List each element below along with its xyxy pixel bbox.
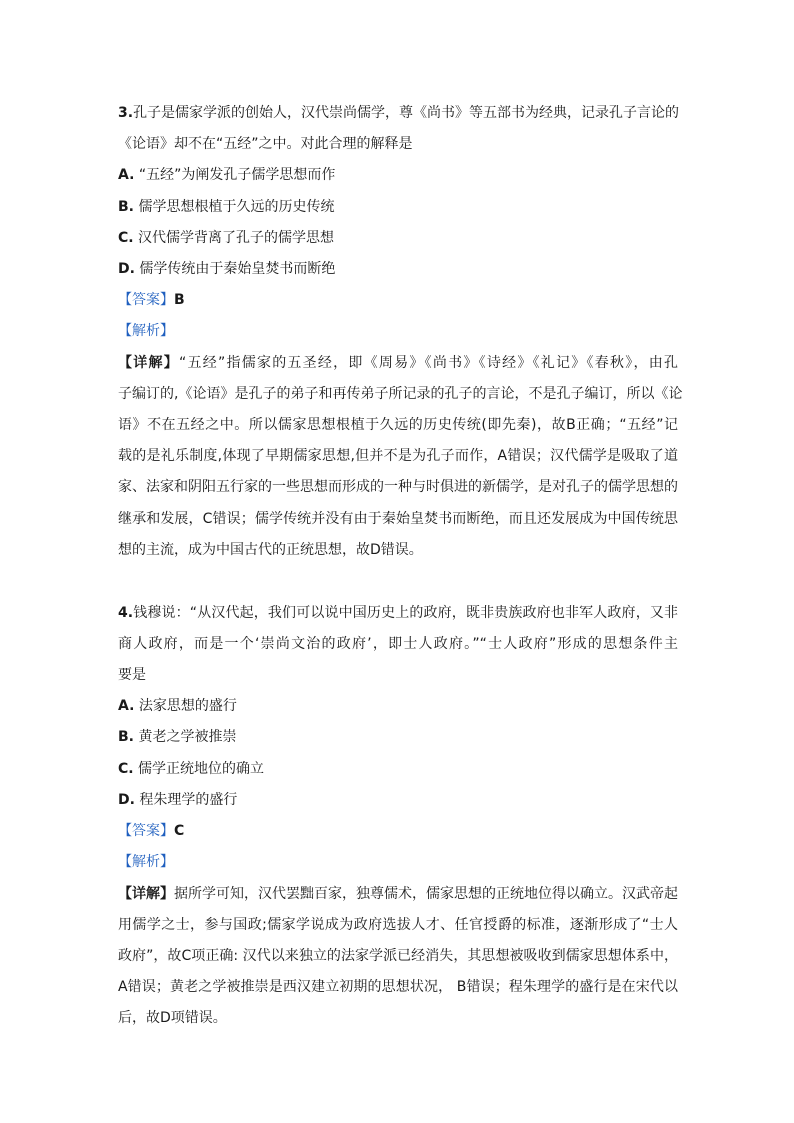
q4-answer xyxy=(118,821,678,841)
q4-detail-tag: 【详解】 xyxy=(118,886,174,902)
q4-stem-line-2: 商人政府，而是一个‘崇尚文治的政府’，即士人政府。”“士人政府”形成的思想条件主 xyxy=(118,636,678,652)
q4-option-d-text: 程朱理学的盛行 xyxy=(134,792,238,808)
q3-detail-tag: 【详解】 xyxy=(118,355,179,371)
q3-option-b-text: 儒学思想根植于久远的历史传统 xyxy=(134,199,335,215)
q4-detail-line-5: 后，故D项错误。 xyxy=(118,1010,227,1026)
q4-option-b xyxy=(118,727,678,747)
q4-detail-line-2: 用儒学之士，参与国政;儒家学说成为政府选拔人才、任官授爵的标准，逐渐形成了“士人 xyxy=(118,917,678,933)
q4-analysis-label: 【解析】 xyxy=(118,854,174,870)
q3-stem-line-2: 《论语》却不在“五经”之中。对此合理的解释是 xyxy=(118,136,413,152)
q4-stem-line-1 xyxy=(118,603,678,623)
q3-analysis-tag xyxy=(118,321,678,341)
q3-option-d-text: 儒学传统由于秦始皇焚书而断绝 xyxy=(134,261,336,277)
q3-stem-line-1 xyxy=(118,103,678,123)
q3-detail-line-5: 家、法家和阴阳五行家的一些思想而形成的一种与时俱进的新儒学，是对孔子的儒学思想的 xyxy=(118,479,678,495)
q4-option-c-letter: C. xyxy=(118,761,134,777)
q4-detail-line-3: 政府”，故C项正确: 汉代以来独立的法家学派已经消失，其思想被吸收到儒家思想体系中， xyxy=(118,948,678,964)
q4-option-b-text: 黄老之学被推崇 xyxy=(134,729,237,745)
q3-option-c-text: 汉代儒学背离了孔子的儒学思想 xyxy=(133,230,335,246)
q4-option-a-letter: A. xyxy=(118,698,135,714)
q4-stem-line-3: 要是 xyxy=(118,667,146,683)
q3-answer xyxy=(118,290,678,310)
q3-option-d xyxy=(118,259,678,279)
q4-number: 4. xyxy=(118,605,134,621)
q4-option-a xyxy=(118,696,678,716)
q4-option-b-letter: B. xyxy=(118,729,134,745)
q3-option-a-letter: A. xyxy=(118,167,135,183)
q4-analysis-tag xyxy=(118,852,678,872)
q3-number: 3. xyxy=(118,105,134,121)
q4-stem-text-1: 钱穆说：“从汉代起，我们可以说中国历史上的政府，既非贵族政府也非军人政府，又非 xyxy=(133,605,678,621)
q3-analysis-label: 【解析】 xyxy=(118,323,174,339)
q3-option-c xyxy=(118,228,678,248)
q4-detail-line-4: A错误；黄老之学被推崇是西汉建立初期的思想状况， B错误；程朱理学的盛行是在宋代以 xyxy=(118,979,678,995)
q3-stem-text-1: 孔子是儒家学派的创始人，汉代崇尚儒学，尊《尚书》等五部书为经典，记录孔子言论的 xyxy=(133,105,680,121)
q4-answer-value: C xyxy=(174,823,185,839)
q4-option-d-letter: D. xyxy=(118,792,135,808)
q4-option-d xyxy=(118,790,678,810)
q3-detail-line-7: 想的主流，成为中国古代的正统思想，故D错误。 xyxy=(118,542,423,558)
q3-answer-tag: 【答案】 xyxy=(118,292,174,308)
q3-option-a-text: “五经”为阐发孔子儒学思想而作 xyxy=(134,167,336,183)
q3-option-c-letter: C. xyxy=(118,230,134,246)
q4-answer-tag: 【答案】 xyxy=(118,823,174,839)
q3-option-a xyxy=(118,165,678,185)
q4-option-c xyxy=(118,759,678,779)
q4-detail-text-1: 据所学可知，汉代罢黜百家，独尊儒术，儒家思想的正统地位得以确立。汉武帝起 xyxy=(174,886,678,902)
q3-detail-text-1: “五经”指儒家的五圣经，即《周易》《尚书》《诗经》《礼记》《春秋》，由孔 xyxy=(178,355,678,371)
q3-detail-line-1 xyxy=(118,353,678,373)
q3-option-b-letter: B. xyxy=(118,199,134,215)
q4-option-a-text: 法家思想的盛行 xyxy=(134,698,237,714)
q3-answer-value: B xyxy=(174,292,185,308)
q3-detail-line-4: 载的是礼乐制度,体现了早期儒家思想,但并不是为孔子而作，A错误；汉代儒学是吸取了道 xyxy=(118,448,678,464)
q3-option-d-letter: D. xyxy=(118,261,135,277)
q4-option-c-text: 儒学正统地位的确立 xyxy=(133,761,265,777)
q4-detail-line-1 xyxy=(118,884,678,904)
q3-detail-line-6: 继承和发展，C错误；儒学传统并没有由于秦始皇焚书而断绝，而且还发展成为中国传统思 xyxy=(118,511,678,527)
q3-detail-line-2: 子编订的,《论语》是孔子的弟子和再传弟子所记录的孔子的言论，不是孔子编订，所以《论 xyxy=(118,386,683,402)
q3-option-b xyxy=(118,197,678,217)
q3-detail-line-3: 语》不在五经之中。所以儒家思想根植于久远的历史传统(即先秦)，故B正确；“五经”记 xyxy=(118,417,678,433)
